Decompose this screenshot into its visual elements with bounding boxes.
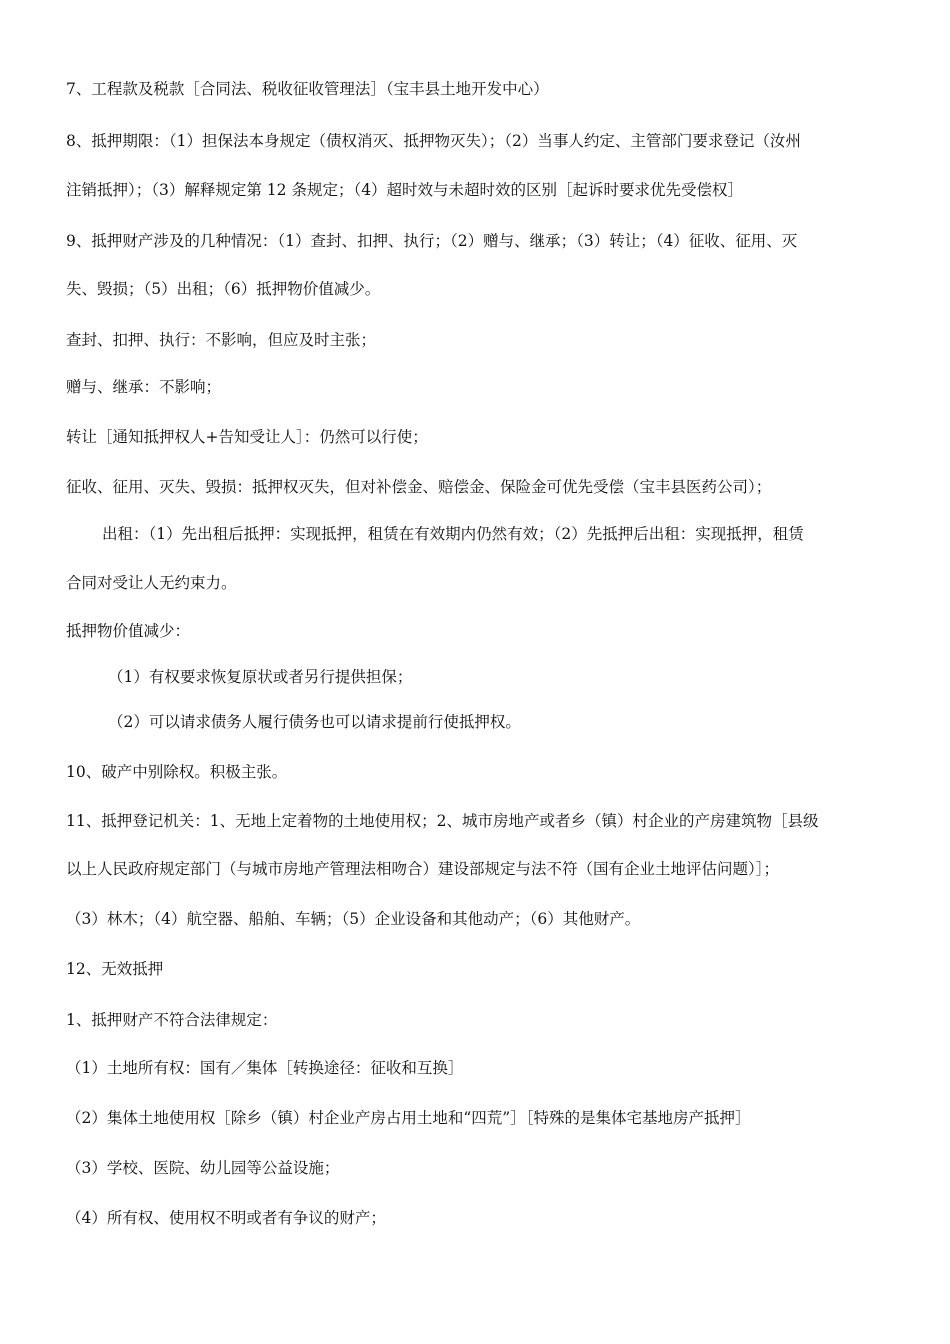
paragraph-line: 1、抵押财产不符合法律规定： <box>66 1011 278 1029</box>
paragraph-line: 失、毁损；（5）出租；（6）抵押物价值减少。 <box>66 280 381 298</box>
paragraph-line: 查封、扣押、执行：不影响，但应及时主张； <box>66 331 377 349</box>
paragraph-line: 8、抵押期限：（1）担保法本身规定（债权消灭、抵押物灭失）；（2）当事人约定、主管部门要求登记（汝州 <box>66 132 801 150</box>
paragraph-line: 合同对受让人无约束力。 <box>66 574 237 592</box>
paragraph-line: 10、破产中别除权。积极主张。 <box>66 763 288 781</box>
paragraph-line: 出租：（1）先出租后抵押：实现抵押，租赁在有效期内仍然有效；（2）先抵押后出租：实现抵押，租赁 <box>102 525 804 543</box>
paragraph-line: 11、抵押登记机关：1、无地上定着物的土地使用权；2、城市房地产或者乡（镇）村企业的产房建筑物［县级 <box>66 812 819 830</box>
paragraph-line: （1）有权要求恢复原状或者另行提供担保； <box>108 668 413 686</box>
paragraph-line: （2）可以请求债务人履行债务也可以请求提前行使抵押权。 <box>108 713 521 731</box>
paragraph-line: （4）所有权、使用权不明或者有争议的财产； <box>66 1209 386 1227</box>
paragraph-line: （1）土地所有权：国有／集体［转换途径：征收和互换］ <box>66 1059 464 1077</box>
paragraph-line: 9、抵押财产涉及的几种情况：（1）查封、扣押、执行；（2）赠与、继承；（3）转让；（4）征收、征用、灭 <box>66 232 798 250</box>
paragraph-line: 赠与、继承：不影响； <box>66 378 222 396</box>
paragraph-line: 7、工程款及税款［合同法、税收征收管理法］（宝丰县土地开发中心） <box>66 80 549 98</box>
paragraph-line: （3）学校、医院、幼儿园等公益设施； <box>66 1159 340 1177</box>
paragraph-line: 12、无效抵押 <box>66 960 164 978</box>
paragraph-line: 转让［通知抵押权人+告知受让人］：仍然可以行使； <box>66 428 428 446</box>
paragraph-line: （3）林木；（4）航空器、船舶、车辆；（5）企业设备和其他动产；（6）其他财产。 <box>66 910 641 928</box>
paragraph-line: 征收、征用、灭失、毁损：抵押权灭失，但对补偿金、赔偿金、保险金可优先受偿（宝丰县医药公司）； <box>66 478 772 496</box>
paragraph-line: （2）集体土地使用权［除乡（镇）村企业产房占用土地和“四荒”］［特殊的是集体宅基地房产抵押］ <box>66 1109 751 1127</box>
paragraph-line: 以上人民政府规定部门（与城市房地产管理法相吻合）建设部规定与法不符（国有企业土地评估问题）］； <box>66 860 780 878</box>
paragraph-line: 注销抵押）；（3）解释规定第 12 条规定；（4）超时效与未超时效的区别［起诉时要求优先受偿权］ <box>66 181 744 199</box>
paragraph-line: 抵押物价值减少： <box>66 622 191 640</box>
